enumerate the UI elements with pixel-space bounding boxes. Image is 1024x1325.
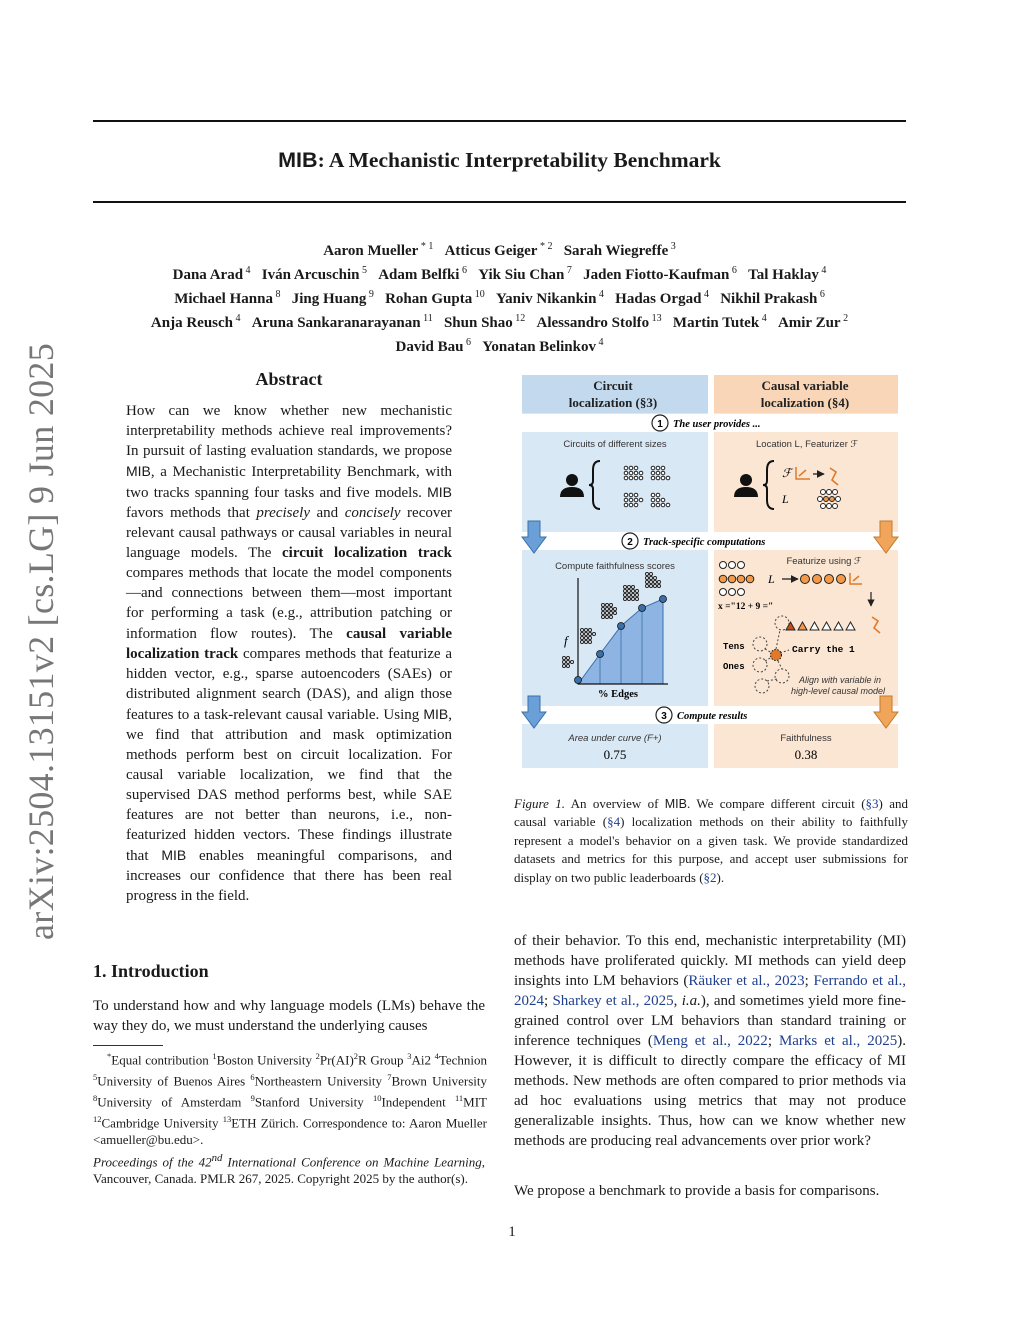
right-metric-value: 0.38 xyxy=(794,747,818,762)
neuron-dot xyxy=(651,498,655,502)
neuron-dot xyxy=(646,585,649,588)
section-link[interactable]: §2 xyxy=(703,869,717,885)
neuron-dot xyxy=(654,585,657,588)
neuron-dot xyxy=(581,641,584,644)
neuron-dot xyxy=(651,466,655,470)
location-symbol: L xyxy=(782,492,789,506)
neuron-dot xyxy=(629,503,633,507)
author-name: Atticus Geiger xyxy=(444,243,538,259)
neuron-dot xyxy=(614,612,617,615)
neuron-dot xyxy=(658,581,661,584)
neuron-dot xyxy=(651,476,655,480)
neuron-dot xyxy=(571,661,574,664)
neuron-dot xyxy=(602,616,605,619)
neuron-dot xyxy=(567,665,570,668)
neuron-dot xyxy=(634,498,638,502)
neuron-dot xyxy=(650,573,653,576)
location-dot xyxy=(824,497,829,502)
author-name: Nikhil Prakash xyxy=(720,291,818,307)
neuron-dot xyxy=(610,604,613,607)
neuron-dot xyxy=(585,637,588,640)
citation-link[interactable]: Sharkey et al., 2025 xyxy=(552,993,674,1009)
author-name: Jaden Fiotto-Kaufman xyxy=(583,267,730,283)
neuron-dot xyxy=(581,637,584,640)
right-sub1: Location L, Featurizer ℱ xyxy=(756,439,858,450)
neuron-dot xyxy=(610,608,613,611)
author-affiliation: 11 xyxy=(420,313,433,324)
neuron-dot xyxy=(614,608,617,611)
neuron-dot xyxy=(651,493,655,497)
neuron-dot xyxy=(737,575,745,583)
author-name: Adam Belfki xyxy=(378,267,460,283)
neuron-dot xyxy=(629,466,633,470)
featurizer-symbol: ℱ xyxy=(782,466,792,480)
location-dot xyxy=(818,497,823,502)
neuron-dot xyxy=(656,476,660,480)
neuron-dot xyxy=(636,594,639,597)
featurize-L: L xyxy=(768,572,775,586)
neuron-dot xyxy=(589,633,592,636)
paper-title: MIB: A Mechanistic Interpretability Benchmark xyxy=(278,148,721,172)
step3-number: 3 xyxy=(661,711,667,722)
neuron-dot xyxy=(666,476,670,480)
neuron-dot xyxy=(628,586,631,589)
author-name: Yaniv Nikankin xyxy=(495,291,597,307)
author-name: Amir Zur xyxy=(777,315,841,331)
author-affiliation: 3 xyxy=(668,241,676,252)
neuron-dot xyxy=(606,612,609,615)
citation-link[interactable]: Marks et al., 2025 xyxy=(778,1033,898,1049)
neuron-dot xyxy=(624,476,628,480)
left-sub2: Compute faithfulness scores xyxy=(555,561,675,572)
neuron-dot xyxy=(656,503,660,507)
location-dot xyxy=(827,490,832,495)
neuron-dot xyxy=(602,612,605,615)
author-name: Aaron Mueller xyxy=(323,243,419,259)
neuron-dot xyxy=(738,562,745,569)
abstract-body: How can we know whether new mechanistic interpretability methods achieve real improvements? In pursuit of lasting evaluation standards, we propose MIB, a Mechanistic Interpretability Benchmark, with two tracks spanning four tasks and five models. MIB favors methods that precisely and concisely recover relevant causal pathways or causal variables in neural language models. The circuit localization track compares methods that locate the model components—and connections between them—most important for performing a task (e.g., attribution patching or information flow routes). The causal variable localization track compares methods that featurize a hidden vector, e.g., sparse autoencoders (SAEs) or distributed alignment search (DAS), and align those features to a task-relevant causal variable. Using MIB, we find that attribution and mask optimization methods perform best on circuit localization. For causal variable localization, we find that the supervised DAS method performs best, while SAE features are not better than neurons, i.e., non-featurized hidden vectors. These findings illustrate that MIB enables meaningful comparisons, and increases our confidence that there has been real progress in the field. xyxy=(126,403,453,905)
neuron-dot xyxy=(654,581,657,584)
footnote-rule xyxy=(93,1045,163,1046)
author-name: Yonatan Belinkov xyxy=(482,339,596,355)
neuron-dot xyxy=(606,616,609,619)
author-affiliation: 6 xyxy=(459,265,467,276)
right-header-line2: localization (§4) xyxy=(760,395,850,410)
neuron-dot xyxy=(636,590,639,593)
author-affiliation: 10 xyxy=(472,289,485,300)
neuron-dot xyxy=(593,633,596,636)
author-name: Hadas Orgad xyxy=(615,291,702,307)
author-affiliation: 7 xyxy=(564,265,572,276)
right-column-paragraph-2: We propose a benchmark to provide a basis for comparisons. xyxy=(514,1183,880,1199)
neuron-dot xyxy=(624,594,627,597)
neuron-dot xyxy=(589,629,592,632)
neuron-dot xyxy=(661,471,665,475)
title-bottom-rule xyxy=(93,201,906,203)
author-affiliation: 4 xyxy=(701,289,709,300)
right-header-line1: Causal variable xyxy=(761,378,849,393)
carry-label: Carry the 1 xyxy=(792,644,855,655)
neuron-dot xyxy=(661,498,665,502)
neuron-dot xyxy=(610,612,613,615)
neuron-dot xyxy=(728,575,736,583)
section-link[interactable]: §4 xyxy=(607,814,621,830)
neuron-dot xyxy=(629,498,633,502)
page-number: 1 xyxy=(508,1224,516,1240)
neuron-dot xyxy=(651,503,655,507)
neuron-dot xyxy=(629,493,633,497)
input-formula: x ="12 + 9 =" xyxy=(718,602,774,612)
citation-link[interactable]: Räuker et al., 2023 xyxy=(688,973,805,989)
neuron-dot xyxy=(650,581,653,584)
neuron-dot xyxy=(634,476,638,480)
author-affiliation: 8 xyxy=(272,289,281,300)
author-affiliation: 4 xyxy=(759,313,767,324)
neuron-dot xyxy=(650,585,653,588)
location-dots xyxy=(818,490,841,509)
abstract-heading: Abstract xyxy=(255,369,323,389)
location-dot xyxy=(827,504,832,509)
neuron-dot xyxy=(646,573,649,576)
neuron-dot xyxy=(589,637,592,640)
author-affiliation: 4 xyxy=(596,289,604,300)
author-name: Jing Huang xyxy=(291,291,367,307)
neuron-dot xyxy=(602,608,605,611)
neuron-dot xyxy=(567,657,570,660)
neuron-dot xyxy=(729,589,736,596)
neuron-dot xyxy=(606,608,609,611)
author-name: Shun Shao xyxy=(443,315,513,331)
author-affiliation: 6 xyxy=(817,289,825,300)
neuron-dot xyxy=(720,589,727,596)
neuron-dot xyxy=(650,577,653,580)
author-line xyxy=(93,285,906,309)
author-affiliation: 4 xyxy=(233,313,241,324)
neuron-dot xyxy=(632,590,635,593)
author-line xyxy=(93,237,906,261)
neuron-dot xyxy=(624,590,627,593)
proceedings-note: Proceedings of the 42nd International Conference on Machine Learning, Vancouver, Canada. PMLR 267, 2025. Copyright 2025 by the author(s). xyxy=(93,1152,485,1186)
neuron-dot xyxy=(624,466,628,470)
neuron-dot xyxy=(656,471,660,475)
neuron-dot xyxy=(563,657,566,660)
align-note-line1: Align with variable in xyxy=(798,675,882,685)
neuron-dot xyxy=(634,466,638,470)
author-name: Yik Siu Chan xyxy=(478,267,565,283)
neuron-dot xyxy=(719,575,727,583)
step2-number: 2 xyxy=(627,537,633,548)
left-header-line1: Circuit xyxy=(593,378,633,393)
author-line xyxy=(93,309,906,333)
author-affiliation: 12 xyxy=(512,313,526,324)
step3-label: Compute results xyxy=(677,711,748,722)
neuron-dot xyxy=(624,586,627,589)
location-dot xyxy=(821,504,826,509)
y-axis-label: f xyxy=(564,633,568,648)
neuron-dot xyxy=(666,503,670,507)
neuron-dot xyxy=(602,604,605,607)
neuron-dot xyxy=(632,594,635,597)
location-dot xyxy=(821,490,826,495)
neuron-dot xyxy=(624,503,628,507)
author-name: Michael Hanna xyxy=(174,291,273,307)
left-metric-label: Area under curve (F+) xyxy=(568,733,662,744)
neuron-dot xyxy=(661,466,665,470)
neuron-dot xyxy=(646,581,649,584)
neuron-dot xyxy=(589,641,592,644)
step1-number: 1 xyxy=(657,419,663,430)
author-name: Rohan Gupta xyxy=(385,291,473,307)
neuron-dot xyxy=(634,471,638,475)
neuron-dot xyxy=(729,562,736,569)
author-name: Anja Reusch xyxy=(150,315,234,331)
aligned-node xyxy=(771,650,782,661)
author-name: David Bau xyxy=(395,339,464,355)
neuron-dot xyxy=(624,493,628,497)
neuron-dot xyxy=(581,633,584,636)
neuron-dot xyxy=(658,585,661,588)
location-dot xyxy=(833,504,838,509)
introduction-heading: 1. Introduction xyxy=(93,961,209,981)
neuron-dot xyxy=(585,633,588,636)
neuron-dot xyxy=(661,503,665,507)
feature-dot xyxy=(825,575,834,584)
neuron-dot xyxy=(563,665,566,668)
neuron-dot xyxy=(629,471,633,475)
right-sub2: Featurize using ℱ xyxy=(786,556,862,567)
author-affiliation: 4 xyxy=(596,337,604,348)
neuron-dot xyxy=(628,594,631,597)
right-column-text: of their behavior. To this end, mechanistic interpretability (MI) methods have proliferated quickly. MI methods can yield deep insights into LM behaviors (Räuker et al., 2023; Ferrando et al., 2024; Sharkey et al., 2025, i.a.), and sometimes yield more fine-grained control over LM behaviors than standard training or inference techniques (Meng et al., 2022; Marks et al., 2025). However, it is difficult to directly compare the efficacy of MI methods. New methods are often compared to prior methods via ad hoc evaluations using metrics that may not produce generalizable insights. Thus, how can we know whether new methods are producing real advancements over prior work? xyxy=(514,933,906,1149)
neuron-dot xyxy=(632,586,635,589)
author-name: Iván Arcuschin xyxy=(261,267,360,283)
neuron-dot xyxy=(639,476,643,480)
neuron-dot xyxy=(624,498,628,502)
location-dot xyxy=(830,497,835,502)
right-metric-label: Faithfulness xyxy=(780,733,832,744)
arxiv-stamp: arXiv:2504.13151v2 [cs.LG] 9 Jun 2025 xyxy=(21,342,61,940)
author-line xyxy=(93,333,906,357)
neuron-dot xyxy=(639,498,643,502)
author-affiliation: 2 xyxy=(840,313,849,324)
neuron-dot xyxy=(581,629,584,632)
neuron-dot xyxy=(634,493,638,497)
step1-label: The user provides ... xyxy=(673,419,761,430)
neuron-dot xyxy=(610,616,613,619)
neuron-dot xyxy=(654,577,657,580)
author-name: Aruna Sankaranarayanan xyxy=(251,315,421,331)
neuron-dot xyxy=(624,471,628,475)
location-dot xyxy=(836,497,841,502)
author-affiliation: 9 xyxy=(366,289,374,300)
neuron-dot xyxy=(746,575,754,583)
ones-label: Ones xyxy=(723,662,745,672)
author-affiliation: * 2 xyxy=(537,241,553,252)
author-name: Tal Haklay xyxy=(748,267,819,283)
neuron-dot xyxy=(661,476,665,480)
feature-dot xyxy=(837,575,846,584)
neuron-dot xyxy=(651,471,655,475)
author-affiliation: 5 xyxy=(359,265,367,276)
neuron-dot xyxy=(585,641,588,644)
author-affiliation: 4 xyxy=(818,265,827,276)
neuron-dot xyxy=(585,629,588,632)
neuron-dot xyxy=(624,598,627,601)
neuron-dot xyxy=(563,661,566,664)
neuron-dot xyxy=(567,661,570,664)
neuron-dot xyxy=(628,598,631,601)
step2-label: Track-specific computations xyxy=(643,537,766,548)
neuron-dot xyxy=(636,598,639,601)
x-axis-label: % Edges xyxy=(598,689,638,700)
citation-link[interactable]: Ferrando et al., 2024 xyxy=(514,973,906,1009)
author-affiliation: 13 xyxy=(649,313,662,324)
neuron-dot xyxy=(656,498,660,502)
author-affiliation: * 1 xyxy=(418,241,434,252)
left-sub1: Circuits of different sizes xyxy=(563,439,667,450)
author-list xyxy=(93,237,906,357)
figure-caption: Figure 1. An overview of MIB. We compare different circuit (§3) and causal variable (§4) localization methods on their ability to faithfully represent a model's behavior on a given task. We provide standardized datasets and metrics for this purpose, and accept user submissions for display on two public leaderboards (§2). xyxy=(514,796,908,885)
section-link[interactable]: §3 xyxy=(865,796,879,811)
neuron-dot xyxy=(656,466,660,470)
neuron-dot xyxy=(646,577,649,580)
author-name: Dana Arad xyxy=(172,267,244,283)
introduction-text: To understand how and why language models (LMs) behave the way they do, we must understand the underlying causes xyxy=(93,998,485,1034)
location-dot xyxy=(833,490,838,495)
tens-label: Tens xyxy=(723,642,745,652)
citation-link[interactable]: Meng et al., 2022 xyxy=(652,1033,768,1049)
author-line xyxy=(93,261,906,285)
left-metric-value: 0.75 xyxy=(603,747,627,762)
feature-dot xyxy=(813,575,822,584)
align-note-line2: high-level causal model xyxy=(790,686,886,696)
feature-dot xyxy=(801,575,810,584)
neuron-dot xyxy=(738,589,745,596)
top-rule xyxy=(93,120,906,122)
neuron-dot xyxy=(720,562,727,569)
neuron-dot xyxy=(606,604,609,607)
author-name: Martin Tutek xyxy=(672,315,760,331)
neuron-dot xyxy=(656,493,660,497)
author-name: Sarah Wiegreffe xyxy=(563,243,669,259)
author-affiliation: 6 xyxy=(729,265,737,276)
affiliations-footnote: *Equal contribution $^1$Boston University $^2$Pr(AI)$^2$R Group $^3$Ai2 $^4$Technion $^5$University of Buenos Aires $^6$Northeastern University $^7$Brown University $^8$University of Amsterdam $^9$Stanford University $^{10}$Independent $^{11}$MIT $^{12}$Cambridge University $^{13}$ETH Zürich. Correspondence to: Aaron Mueller <amueller@bu.edu>. xyxy=(93,1051,487,1147)
figure-1 xyxy=(520,373,900,773)
neuron-dot xyxy=(634,503,638,507)
left-header-line2: localization (§3) xyxy=(568,395,658,410)
neuron-dot xyxy=(639,471,643,475)
author-affiliation: 6 xyxy=(463,337,471,348)
author-name: Alessandro Stolfo xyxy=(536,315,650,331)
author-affiliation: 4 xyxy=(243,265,251,276)
neuron-dot xyxy=(628,590,631,593)
neuron-dot xyxy=(632,598,635,601)
neuron-dot xyxy=(629,476,633,480)
